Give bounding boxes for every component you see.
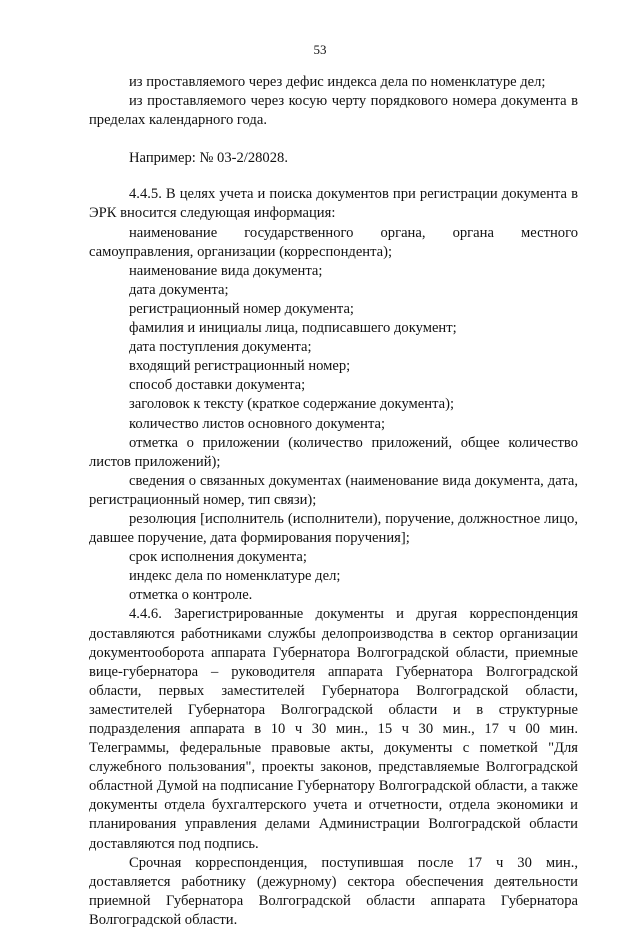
list-item: регистрационный номер документа; — [129, 300, 354, 317]
list-item: заголовок к тексту (краткое содержание документа); — [129, 396, 455, 413]
list-item: наименование государственного органа, органа местного самоуправления, организации (корреспондента); — [89, 224, 578, 260]
list-item: количество листов основного документа; — [129, 415, 386, 432]
list-item: способ доставки документа; — [129, 377, 306, 394]
paragraph-section-4-4-6: 4.4.6. Зарегистрированные документы и другая корреспонденция доставляются работниками службы делопроизводства в сектор организации документооборота аппарата Губернатора Волгоградской области, приемные вице-губернатора – руководителя аппарата Губернатора Волгоградской области, первых заместителей Губернатора Волгоградской области, заместителей Губернатора Волгоградской области и в структурные подразделения аппарата в 10 ч 30 мин., 15 ч 30 мин., 17 ч 00 мин. Телеграммы, федеральные правовые акты, документы с пометкой "Для служебного пользования", проекты законов, представляемые Волгоградской областной Думой на подписание Губернатору Волгоградской области, а также документы отдела бухгалтерского учета и отчетности, отдела экономики и планирования управления делами Администрации Волгоградской области доставляются под подпись. — [89, 606, 578, 852]
list-item: входящий регистрационный номер; — [129, 358, 351, 375]
paragraph: из проставляемого через косую черту порядкового номера документа в пределах календарного года. — [89, 93, 578, 129]
paragraph-section-4-4-5: 4.4.5. В целях учета и поиска документов при регистрации документа в ЭРК вносится следующая информация: — [89, 186, 578, 222]
paragraph: Срочная корреспонденция, поступившая после 17 ч 30 мин., доставляется работнику (дежурному) сектора обеспечения деятельности приемной Губернатора Волгоградской области аппарата Губернатора Волгоградской области. — [89, 854, 578, 928]
page-number: 53 — [313, 42, 327, 57]
document-body — [89, 73, 578, 930]
list-item: наименование вида документа; — [129, 262, 323, 279]
paragraph-example: Например: № 03-2/28028. — [129, 150, 288, 167]
list-item: индекс дела по номенклатуре дел; — [129, 568, 341, 585]
list-item: дата документа; — [129, 281, 229, 298]
list-item: сведения о связанных документах (наименование вида документа, дата, регистрационный номер, тип связи); — [89, 472, 578, 508]
paragraph: из проставляемого через дефис индекса дела по номенклатуре дел; — [129, 74, 546, 90]
list-item: отметка о контроле. — [129, 587, 253, 604]
list-item: дата поступления документа; — [129, 339, 312, 356]
list-item: резолюция [исполнитель (исполнители), поручение, должностное лицо, давшее поручение, дата формирования поручения]; — [89, 510, 578, 547]
list-item: срок исполнения документа; — [129, 549, 307, 566]
list-item: отметка о приложении (количество приложений, общее количество листов приложений); — [89, 434, 578, 470]
list-item: фамилия и инициалы лица, подписавшего документ; — [129, 320, 457, 337]
